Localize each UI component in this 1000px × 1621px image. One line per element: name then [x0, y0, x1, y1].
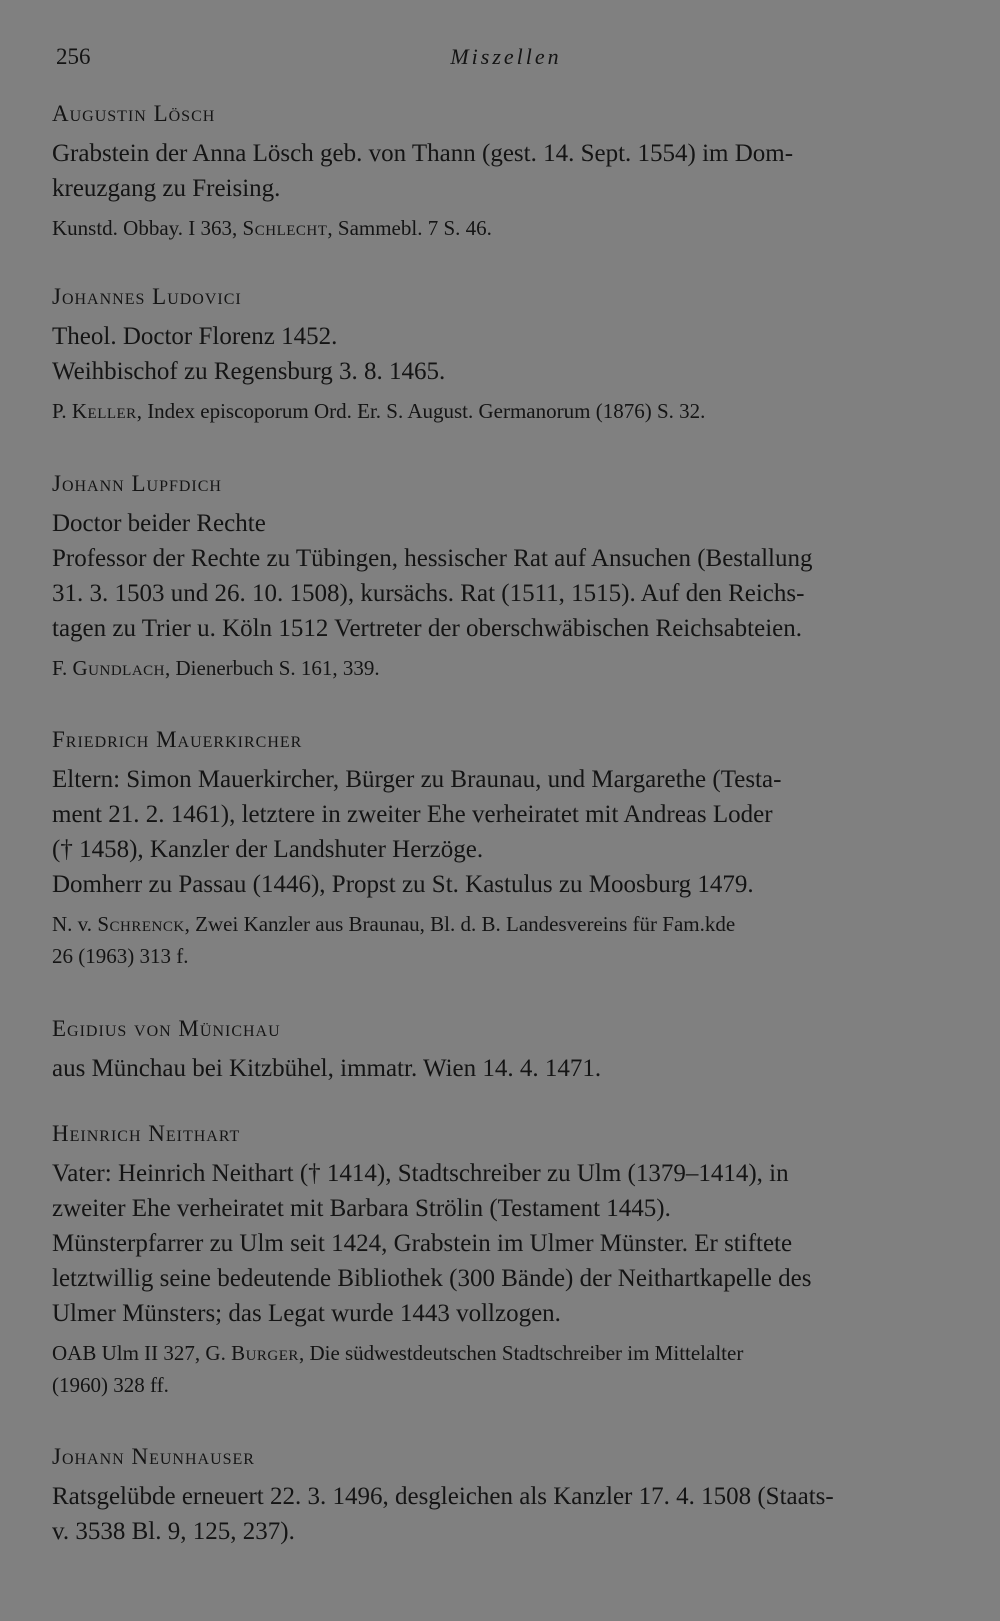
bibliographic-reference: N. v. Schrenck, Zwei Kanzler aus Braunau, Bl. d. B. Landesvereins für Fam.kde — [52, 912, 736, 936]
bibliographic-reference: F. Gundlach, Dienerbuch S. 161, 339. — [52, 656, 380, 680]
entry-text-line: Ulmer Münsters; das Legat wurde 1443 vollzogen. — [52, 1300, 561, 1327]
entry-friedrich-mauerkircher — [52, 724, 952, 972]
reference-author: Schlecht — [242, 216, 328, 240]
bibliographic-reference: P. Keller, Index episcoporum Ord. Er. S. August. Germanorum (1876) S. 32. — [52, 399, 706, 423]
reference-author: Schrenck — [97, 912, 185, 936]
entry-name: Johannes Ludovici — [52, 284, 242, 309]
reference-author: Burger — [231, 1341, 299, 1365]
entry-text-line: († 1458), Kanzler der Landshuter Herzöge. — [52, 836, 484, 863]
entry-name: Egidius von Münichau — [52, 1016, 281, 1041]
reference-author: Keller — [71, 399, 137, 423]
entry-text-line: Grabstein der Anna Lösch geb. von Thann (gest. 14. Sept. 1554) im Dom- — [52, 140, 794, 167]
entry-text-line: letztwillig seine bedeutende Bibliothek (300 Bände) der Neithartkapelle des — [52, 1265, 812, 1292]
entry-text-line: v. 3538 Bl. 9, 125, 237). — [52, 1518, 295, 1545]
page-header — [56, 44, 956, 74]
entry-name: Johann Lupfdich — [52, 471, 222, 496]
entry-heinrich-neithart — [52, 1118, 952, 1401]
entry-text-line: Eltern: Simon Mauerkircher, Bürger zu Braunau, und Margarethe (Testa- — [52, 766, 782, 793]
entry-text-line: zweiter Ehe verheiratet mit Barbara Strölin (Testament 1445). — [52, 1195, 671, 1222]
entry-name: Heinrich Neithart — [52, 1121, 241, 1146]
running-title: Miszellen — [450, 44, 562, 69]
entry-text-line: Domherr zu Passau (1446), Propst zu St. Kastulus zu Moosburg 1479. — [52, 871, 754, 898]
entry-text-line: ment 21. 2. 1461), letztere in zweiter Ehe verheiratet mit Andreas Loder — [52, 801, 773, 828]
page-number: 256 — [56, 44, 91, 69]
entry-johann-neunhauser — [52, 1441, 952, 1549]
entry-text-line: tagen zu Trier u. Köln 1512 Vertreter der oberschwäbischen Reichsabteien. — [52, 615, 803, 642]
entry-johannes-ludovici — [52, 281, 952, 427]
entry-text-line: Weihbischof zu Regensburg 3. 8. 1465. — [52, 358, 446, 385]
entry-text-line: Ratsgelübde erneuert 22. 3. 1496, desgleichen als Kanzler 17. 4. 1508 (Staats- — [52, 1483, 834, 1510]
bibliographic-reference: (1960) 328 ff. — [52, 1373, 169, 1397]
entry-text-line: Doctor beider Rechte — [52, 510, 266, 537]
entry-text-line: kreuzgang zu Freising. — [52, 175, 281, 202]
bibliographic-reference: OAB Ulm II 327, G. Burger, Die südwestdeutschen Stadtschreiber im Mittelalter — [52, 1341, 744, 1365]
entry-text-line: Theol. Doctor Florenz 1452. — [52, 323, 338, 350]
entry-text-line: Münsterpfarrer zu Ulm seit 1424, Grabstein im Ulmer Münster. Er stiftete — [52, 1230, 793, 1257]
reference-author: Gundlach — [72, 656, 165, 680]
entry-name: Friedrich Mauerkircher — [52, 727, 303, 752]
entry-text-line: Vater: Heinrich Neithart († 1414), Stadtschreiber zu Ulm (1379–1414), in — [52, 1160, 789, 1187]
bibliographic-reference: 26 (1963) 313 f. — [52, 944, 189, 968]
entry-egidius-von-muenichau — [52, 1013, 952, 1086]
entry-johann-lupfdich — [52, 468, 952, 684]
bibliographic-reference: Kunstd. Obbay. I 363, Schlecht, Sammebl. 7 S. 46. — [52, 216, 492, 240]
entry-name: Johann Neunhauser — [52, 1444, 255, 1469]
entry-text-line: aus Münchau bei Kitzbühel, immatr. Wien 14. 4. 1471. — [52, 1055, 602, 1082]
entry-text-line: Professor der Rechte zu Tübingen, hessischer Rat auf Ansuchen (Bestallung — [52, 545, 813, 572]
entry-name: Augustin Lösch — [52, 101, 216, 126]
entry-text-line: 31. 3. 1503 und 26. 10. 1508), kursächs. Rat (1511, 1515). Auf den Reichs- — [52, 580, 805, 607]
entry-augustin-loesch — [52, 98, 952, 244]
